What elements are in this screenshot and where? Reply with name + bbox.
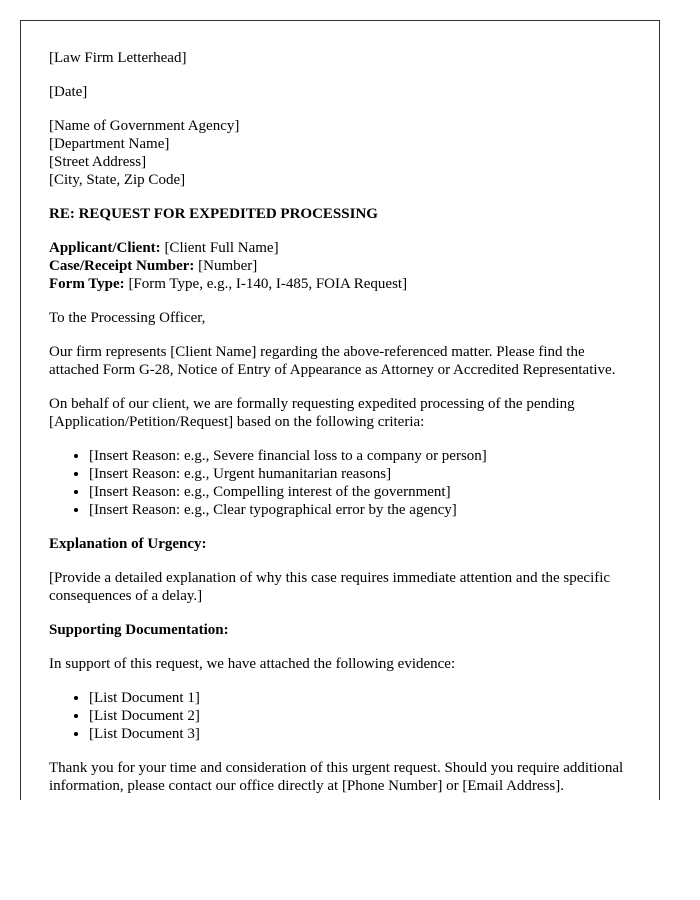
address-line: [Street Address] [49, 154, 147, 170]
address-line: [City, State, Zip Code] [49, 172, 186, 188]
paragraph: Our firm represents [Client Name] regarding the above-referenced matter. Please find the attached Form G-28, Notice of Entry of Appearance as Attorney or Accredited Representative. [49, 344, 616, 378]
list-item: • [Insert Reason: e.g., Clear typographical error by the agency] [89, 501, 631, 519]
field-value: [Number] [194, 258, 258, 274]
address-line: [Name of Government Agency] [49, 118, 240, 134]
list-item: • [List Document 2] [89, 707, 631, 725]
section-heading: Supporting Documentation: [49, 622, 229, 638]
field-label: Form Type: [49, 276, 125, 292]
paragraph: In support of this request, we have attached the following evidence: [49, 656, 456, 672]
letterhead: [Law Firm Letterhead] [49, 50, 187, 66]
field-label: Applicant/Client: [49, 240, 161, 256]
field-value: [Form Type, e.g., I-140, I-485, FOIA Request] [124, 276, 408, 292]
list-item: • [Insert Reason: e.g., Urgent humanitarian reasons] [89, 465, 631, 483]
reasons-list [49, 447, 631, 519]
recipient-address [49, 117, 631, 189]
field-label: Case/Receipt Number: [49, 258, 195, 274]
paragraph: On behalf of our client, we are formally requesting expedited processing of the pending [Application/Petition/Request] based on the following criteria: [49, 396, 575, 430]
field-value: [Client Full Name] [160, 240, 279, 256]
list-item: • [Insert Reason: e.g., Severe financial loss to a company or person] [89, 447, 631, 465]
re-line: RE: REQUEST FOR EXPEDITED PROCESSING [49, 206, 378, 222]
address-line: [Department Name] [49, 136, 170, 152]
documents-list [49, 689, 631, 743]
closing-paragraph: Thank you for your time and consideration of this urgent request. Should you require additional information, please contact our office directly at [Phone Number] or [Email Address]. [49, 760, 624, 794]
case-fields [49, 239, 631, 293]
list-item: • [List Document 1] [89, 689, 631, 707]
list-item: • [List Document 3] [89, 725, 631, 743]
section-heading: Explanation of Urgency: [49, 536, 207, 552]
date: [Date] [49, 84, 88, 100]
salutation: To the Processing Officer, [49, 310, 206, 326]
paragraph: [Provide a detailed explanation of why this case requires immediate attention and the specific consequences of a delay.] [49, 570, 611, 604]
letter-page [20, 20, 660, 800]
list-item: • [Insert Reason: e.g., Compelling interest of the government] [89, 483, 631, 501]
